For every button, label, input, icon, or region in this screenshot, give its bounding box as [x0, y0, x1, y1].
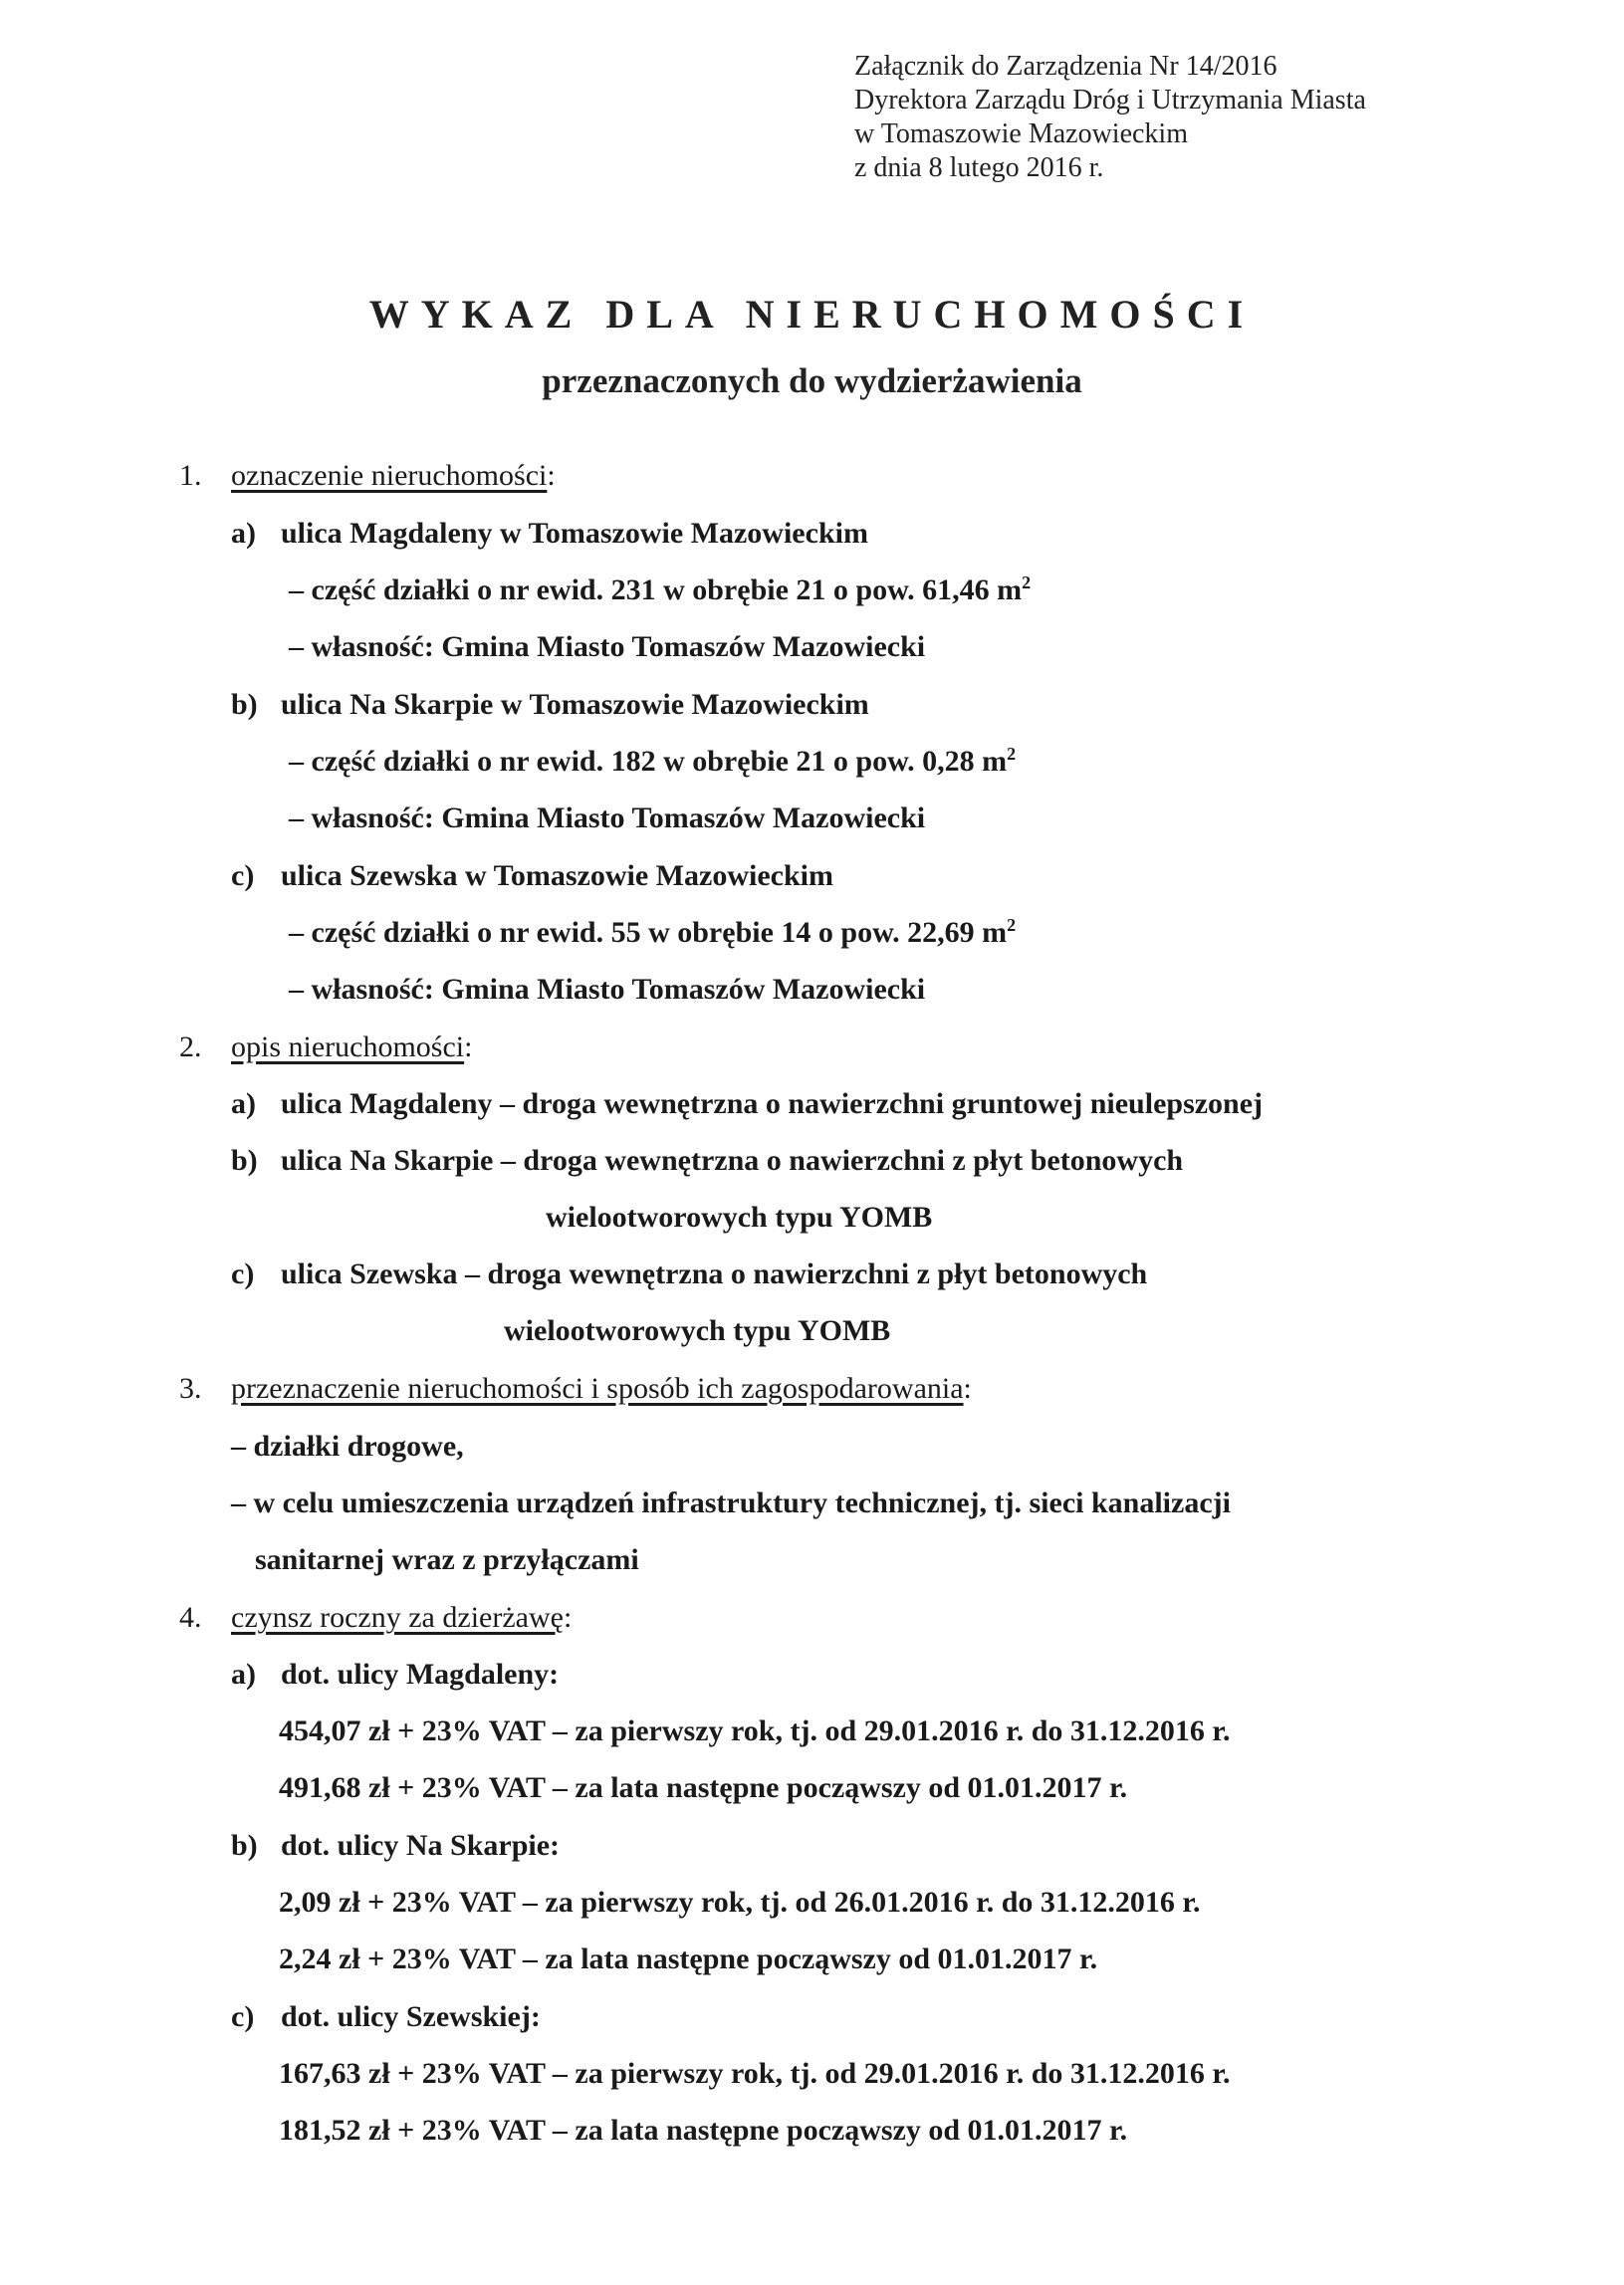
- section-4-heading-text: czynsz roczny za dzierżawę: [231, 1601, 564, 1634]
- header-line-4: z dnia 8 lutego 2016 r.: [854, 152, 1104, 183]
- section-3-line-1: – działki drogowe,: [231, 1430, 464, 1463]
- item-4b-rate-2: 2,24 zł + 23% VAT – za lata następne począwszy od 01.01.2017 r.: [279, 1942, 1098, 1975]
- document-title: WYKAZ DLA NIERUCHOMOŚCI: [368, 292, 1256, 337]
- item-1a-owner: – własność: Gmina Miasto Tomaszów Mazowiecki: [289, 630, 926, 663]
- item-2c-text: ulica Szewska – droga wewnętrzna o nawierzchni z płyt betonowych: [281, 1257, 1148, 1290]
- section-4-heading: [231, 1600, 572, 1636]
- item-4a-title: dot. ulicy Magdaleny:: [281, 1658, 560, 1691]
- item-4c-rate-2: 181,52 zł + 23% VAT – za lata następne począwszy od 01.01.2017 r.: [279, 2114, 1128, 2147]
- item-4b-rate-1: 2,09 zł + 23% VAT – za pierwszy rok, tj. od 26.01.2016 r. do 31.12.2016 r.: [279, 1886, 1201, 1919]
- section-3-heading-text: przeznaczenie nieruchomości i sposób ich zagospodarowania: [231, 1372, 964, 1405]
- colon: :: [464, 1030, 473, 1063]
- item-4c-label: c): [231, 2000, 255, 2033]
- item-1b-street: ulica Na Skarpie w Tomaszowie Mazowieckim: [281, 688, 869, 721]
- item-2b-label: b): [231, 1144, 258, 1177]
- item-1a-part-text: – część działki o nr ewid. 231 w obrębie 21 o pow. 61,46 m: [289, 573, 1023, 606]
- item-1b-part: [289, 744, 1016, 780]
- item-1b-part-text: – część działki o nr ewid. 182 w obrębie 21 o pow. 0,28 m: [289, 745, 1008, 778]
- colon: :: [963, 1372, 972, 1405]
- item-1c-part-text: – część działki o nr ewid. 55 w obrębie 14 o pow. 22,69 m: [289, 916, 1008, 949]
- section-1-heading-text: oznaczenie nieruchomości: [231, 459, 548, 492]
- item-1c-owner: – własność: Gmina Miasto Tomaszów Mazowiecki: [289, 973, 926, 1006]
- item-1c-street: ulica Szewska w Tomaszowie Mazowieckim: [281, 859, 833, 892]
- section-4-number: 4.: [179, 1601, 202, 1634]
- item-1b-owner: – własność: Gmina Miasto Tomaszów Mazowiecki: [289, 801, 926, 834]
- section-3-number: 3.: [179, 1372, 202, 1405]
- item-4c-title: dot. ulicy Szewskiej:: [281, 2000, 541, 2033]
- section-3-line-3: sanitarnej wraz z przyłączami: [255, 1543, 639, 1576]
- header-line-2: Dyrektora Zarządu Dróg i Utrzymania Miasta: [854, 85, 1366, 115]
- item-2c-label: c): [231, 1257, 255, 1290]
- item-1c-label: c): [231, 859, 255, 892]
- item-1c-part: [289, 915, 1016, 951]
- section-2-number: 2.: [179, 1030, 202, 1063]
- item-2a-label: a): [231, 1087, 256, 1120]
- item-4a-rate-2: 491,68 zł + 23% VAT – za lata następne począwszy od 01.01.2017 r.: [279, 1771, 1128, 1804]
- section-1-number: 1.: [179, 459, 202, 492]
- header-line-3: w Tomaszowie Mazowieckim: [854, 118, 1188, 149]
- superscript: 2: [1007, 744, 1017, 764]
- section-3-heading: [231, 1371, 972, 1407]
- item-4c-rate-1: 167,63 zł + 23% VAT – za pierwszy rok, tj. od 29.01.2016 r. do 31.12.2016 r.: [279, 2057, 1231, 2090]
- section-3-line-2: – w celu umieszczenia urządzeń infrastruktury technicznej, tj. sieci kanalizacji: [231, 1486, 1231, 1519]
- item-2b-continuation: wielootworowych typu YOMB: [546, 1201, 933, 1234]
- item-1a-label: a): [231, 517, 256, 550]
- superscript: 2: [1007, 915, 1017, 935]
- superscript: 2: [1022, 572, 1032, 592]
- item-2b-text: ulica Na Skarpie – droga wewnętrzna o nawierzchni z płyt betonowych: [281, 1144, 1184, 1177]
- item-1b-label: b): [231, 688, 258, 721]
- document-subtitle: przeznaczonych do wydzierżawienia: [542, 361, 1082, 400]
- header-line-1: Załącznik do Zarządzenia Nr 14/2016: [854, 51, 1277, 82]
- item-4a-label: a): [231, 1658, 256, 1691]
- item-1a-part: [289, 572, 1031, 608]
- item-2c-continuation: wielootworowych typu YOMB: [504, 1314, 891, 1347]
- colon: :: [563, 1601, 573, 1634]
- colon: :: [547, 459, 556, 492]
- item-1a-street: ulica Magdaleny w Tomaszowie Mazowieckim: [281, 517, 868, 550]
- item-2a-text: ulica Magdaleny – droga wewnętrzna o nawierzchni gruntowej nieulepszonej: [281, 1087, 1264, 1120]
- item-4a-rate-1: 454,07 zł + 23% VAT – za pierwszy rok, tj. od 29.01.2016 r. do 31.12.2016 r.: [279, 1714, 1231, 1747]
- item-4b-label: b): [231, 1829, 258, 1862]
- item-4b-title: dot. ulicy Na Skarpie:: [281, 1829, 561, 1862]
- section-2-heading-text: opis nieruchomości: [231, 1030, 465, 1063]
- section-2-heading: [231, 1029, 472, 1065]
- section-1-heading: [231, 458, 556, 494]
